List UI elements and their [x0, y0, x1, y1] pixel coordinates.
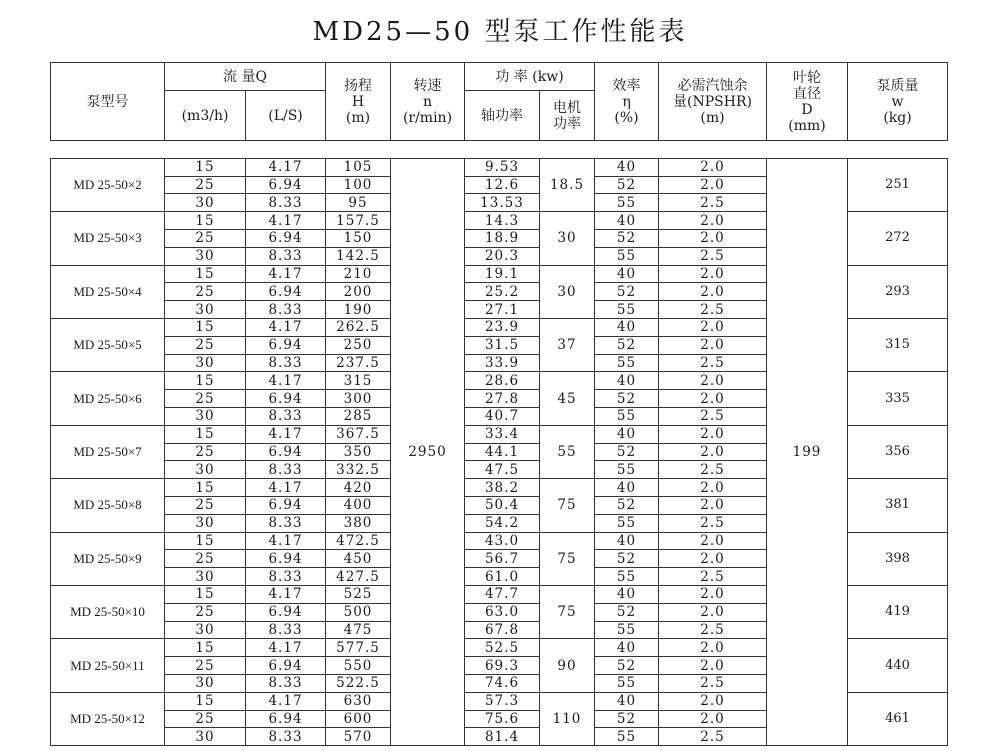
mass-cell: 272 — [848, 212, 948, 265]
npsh-cell: 2.0 — [659, 318, 767, 336]
shaft-power-cell: 67.8 — [465, 621, 540, 639]
shaft-power-cell: 27.1 — [465, 301, 540, 319]
flow-ls-cell: 4.17 — [246, 265, 326, 283]
efficiency-cell: 40 — [595, 212, 659, 230]
head-cell: 300 — [326, 390, 391, 408]
npsh-cell: 2.0 — [659, 158, 767, 176]
efficiency-cell: 52 — [595, 283, 659, 301]
flow-ls-cell: 8.33 — [246, 728, 326, 746]
head-cell: 400 — [326, 496, 391, 514]
head-cell: 285 — [326, 407, 391, 425]
flow-ls-cell: 4.17 — [246, 372, 326, 390]
header-flow-ls: (L/S) — [246, 91, 326, 141]
npsh-cell: 2.5 — [659, 674, 767, 692]
flow-m3h-cell: 25 — [165, 229, 246, 247]
flow-m3h-cell: 30 — [165, 514, 246, 532]
efficiency-cell: 52 — [595, 603, 659, 621]
npsh-cell: 2.5 — [659, 407, 767, 425]
flow-ls-cell: 6.94 — [246, 657, 326, 675]
table-body — [51, 158, 948, 745]
flow-m3h-cell: 15 — [165, 158, 246, 176]
efficiency-cell: 52 — [595, 496, 659, 514]
header-efficiency: 效率 η (%) — [595, 63, 659, 141]
motor-power-cell: 30 — [540, 265, 595, 318]
flow-ls-cell: 4.17 — [246, 532, 326, 550]
table-header — [51, 63, 948, 159]
npsh-cell: 2.5 — [659, 514, 767, 532]
flow-ls-cell: 6.94 — [246, 336, 326, 354]
efficiency-cell: 55 — [595, 621, 659, 639]
shaft-power-cell: 57.3 — [465, 692, 540, 710]
flow-ls-cell: 4.17 — [246, 585, 326, 603]
flow-ls-cell: 8.33 — [246, 247, 326, 265]
flow-ls-cell: 6.94 — [246, 390, 326, 408]
flow-ls-cell: 8.33 — [246, 621, 326, 639]
npsh-cell: 2.0 — [659, 639, 767, 657]
npsh-cell: 2.5 — [659, 728, 767, 746]
efficiency-cell: 40 — [595, 265, 659, 283]
flow-ls-cell: 4.17 — [246, 158, 326, 176]
flow-m3h-cell: 30 — [165, 194, 246, 212]
motor-power-cell: 75 — [540, 532, 595, 585]
flow-m3h-cell: 25 — [165, 550, 246, 568]
mass-cell: 419 — [848, 585, 948, 638]
impeller-cell: 199 — [767, 158, 848, 745]
efficiency-cell: 52 — [595, 550, 659, 568]
efficiency-cell: 40 — [595, 532, 659, 550]
flow-m3h-cell: 30 — [165, 461, 246, 479]
mass-cell: 440 — [848, 639, 948, 692]
flow-ls-cell: 4.17 — [246, 639, 326, 657]
mass-cell: 381 — [848, 479, 948, 532]
npsh-cell: 2.0 — [659, 550, 767, 568]
mass-cell: 293 — [848, 265, 948, 318]
flow-m3h-cell: 25 — [165, 176, 246, 194]
model-cell: MD 25-50×3 — [51, 212, 165, 265]
flow-m3h-cell: 25 — [165, 443, 246, 461]
flow-ls-cell: 4.17 — [246, 479, 326, 497]
shaft-power-cell: 43.0 — [465, 532, 540, 550]
head-cell: 105 — [326, 158, 391, 176]
npsh-cell: 2.0 — [659, 176, 767, 194]
shaft-power-cell: 47.5 — [465, 461, 540, 479]
head-cell: 380 — [326, 514, 391, 532]
flow-m3h-cell: 25 — [165, 336, 246, 354]
shaft-power-cell: 54.2 — [465, 514, 540, 532]
flow-m3h-cell: 15 — [165, 212, 246, 230]
npsh-cell: 2.0 — [659, 336, 767, 354]
efficiency-cell: 52 — [595, 336, 659, 354]
mass-cell: 461 — [848, 692, 948, 745]
shaft-power-cell: 56.7 — [465, 550, 540, 568]
head-cell: 142.5 — [326, 247, 391, 265]
efficiency-cell: 40 — [595, 479, 659, 497]
flow-m3h-cell: 30 — [165, 568, 246, 586]
efficiency-cell: 52 — [595, 390, 659, 408]
flow-ls-cell: 6.94 — [246, 710, 326, 728]
flow-m3h-cell: 15 — [165, 318, 246, 336]
shaft-power-cell: 12.6 — [465, 176, 540, 194]
flow-ls-cell: 8.33 — [246, 354, 326, 372]
header-shaft-power: 轴功率 — [465, 91, 540, 141]
head-cell: 150 — [326, 229, 391, 247]
flow-ls-cell: 4.17 — [246, 425, 326, 443]
flow-ls-cell: 8.33 — [246, 674, 326, 692]
model-cell: MD 25-50×2 — [51, 158, 165, 211]
flow-m3h-cell: 15 — [165, 532, 246, 550]
head-cell: 200 — [326, 283, 391, 301]
flow-ls-cell: 6.94 — [246, 283, 326, 301]
npsh-cell: 2.0 — [659, 657, 767, 675]
header-npsh: 必需汽蚀余 量(NPSHR) (m) — [659, 63, 767, 141]
head-cell: 500 — [326, 603, 391, 621]
efficiency-cell: 55 — [595, 674, 659, 692]
mass-cell: 335 — [848, 372, 948, 425]
head-cell: 350 — [326, 443, 391, 461]
npsh-cell: 2.0 — [659, 372, 767, 390]
npsh-cell: 2.0 — [659, 265, 767, 283]
efficiency-cell: 40 — [595, 585, 659, 603]
flow-ls-cell: 8.33 — [246, 194, 326, 212]
shaft-power-cell: 69.3 — [465, 657, 540, 675]
shaft-power-cell: 25.2 — [465, 283, 540, 301]
head-cell: 630 — [326, 692, 391, 710]
shaft-power-cell: 74.6 — [465, 674, 540, 692]
npsh-cell: 2.0 — [659, 283, 767, 301]
motor-power-cell: 30 — [540, 212, 595, 265]
flow-ls-cell: 4.17 — [246, 692, 326, 710]
npsh-cell: 2.0 — [659, 443, 767, 461]
flow-ls-cell: 8.33 — [246, 407, 326, 425]
motor-power-cell: 110 — [540, 692, 595, 745]
mass-cell: 398 — [848, 532, 948, 585]
mass-cell: 251 — [848, 158, 948, 211]
npsh-cell: 2.5 — [659, 301, 767, 319]
shaft-power-cell: 14.3 — [465, 212, 540, 230]
header-speed: 转速 n (r/min) — [391, 63, 465, 141]
flow-ls-cell: 4.17 — [246, 318, 326, 336]
header-power: 功 率 (kw) — [465, 63, 595, 91]
head-cell: 427.5 — [326, 568, 391, 586]
shaft-power-cell: 20.3 — [465, 247, 540, 265]
flow-m3h-cell: 15 — [165, 372, 246, 390]
flow-m3h-cell: 25 — [165, 710, 246, 728]
head-cell: 367.5 — [326, 425, 391, 443]
flow-m3h-cell: 25 — [165, 496, 246, 514]
flow-m3h-cell: 15 — [165, 425, 246, 443]
shaft-power-cell: 44.1 — [465, 443, 540, 461]
npsh-cell: 2.0 — [659, 390, 767, 408]
flow-ls-cell: 4.17 — [246, 212, 326, 230]
shaft-power-cell: 33.9 — [465, 354, 540, 372]
head-cell: 190 — [326, 301, 391, 319]
npsh-cell: 2.0 — [659, 603, 767, 621]
efficiency-cell: 52 — [595, 657, 659, 675]
model-cell: MD 25-50×11 — [51, 639, 165, 692]
shaft-power-cell: 9.53 — [465, 158, 540, 176]
npsh-cell: 2.5 — [659, 194, 767, 212]
efficiency-cell: 52 — [595, 443, 659, 461]
shaft-power-cell: 40.7 — [465, 407, 540, 425]
efficiency-cell: 55 — [595, 728, 659, 746]
shaft-power-cell: 38.2 — [465, 479, 540, 497]
header-impeller: 叶轮 直径 D (mm) — [767, 63, 848, 141]
header-flow: 流 量Q — [165, 63, 326, 91]
flow-ls-cell: 8.33 — [246, 301, 326, 319]
flow-m3h-cell: 30 — [165, 674, 246, 692]
head-cell: 522.5 — [326, 674, 391, 692]
header-motor-power: 电机 功率 — [540, 91, 595, 141]
head-cell: 315 — [326, 372, 391, 390]
efficiency-cell: 40 — [595, 158, 659, 176]
flow-ls-cell: 6.94 — [246, 496, 326, 514]
motor-power-cell: 18.5 — [540, 158, 595, 211]
flow-m3h-cell: 30 — [165, 728, 246, 746]
npsh-cell: 2.5 — [659, 568, 767, 586]
motor-power-cell: 90 — [540, 639, 595, 692]
head-cell: 250 — [326, 336, 391, 354]
head-cell: 157.5 — [326, 212, 391, 230]
model-cell: MD 25-50×7 — [51, 425, 165, 478]
head-cell: 475 — [326, 621, 391, 639]
header-mass: 泵质量 w (kg) — [848, 63, 948, 141]
npsh-cell: 2.5 — [659, 247, 767, 265]
flow-ls-cell: 6.94 — [246, 229, 326, 247]
flow-m3h-cell: 25 — [165, 603, 246, 621]
flow-ls-cell: 6.94 — [246, 550, 326, 568]
motor-power-cell: 45 — [540, 372, 595, 425]
flow-m3h-cell: 15 — [165, 479, 246, 497]
head-cell: 450 — [326, 550, 391, 568]
npsh-cell: 2.0 — [659, 532, 767, 550]
shaft-power-cell: 18.9 — [465, 229, 540, 247]
flow-ls-cell: 8.33 — [246, 568, 326, 586]
model-cell: MD 25-50×5 — [51, 318, 165, 371]
head-cell: 525 — [326, 585, 391, 603]
performance-table — [50, 62, 948, 746]
shaft-power-cell: 33.4 — [465, 425, 540, 443]
shaft-power-cell: 27.8 — [465, 390, 540, 408]
table-row — [51, 158, 948, 176]
head-cell: 600 — [326, 710, 391, 728]
flow-m3h-cell: 30 — [165, 407, 246, 425]
model-cell: MD 25-50×6 — [51, 372, 165, 425]
efficiency-cell: 55 — [595, 407, 659, 425]
mass-cell: 356 — [848, 425, 948, 478]
flow-m3h-cell: 25 — [165, 657, 246, 675]
model-cell: MD 25-50×8 — [51, 479, 165, 532]
efficiency-cell: 55 — [595, 461, 659, 479]
shaft-power-cell: 81.4 — [465, 728, 540, 746]
npsh-cell: 2.0 — [659, 425, 767, 443]
npsh-cell: 2.0 — [659, 710, 767, 728]
head-cell: 577.5 — [326, 639, 391, 657]
shaft-power-cell: 28.6 — [465, 372, 540, 390]
head-cell: 550 — [326, 657, 391, 675]
npsh-cell: 2.0 — [659, 479, 767, 497]
efficiency-cell: 55 — [595, 568, 659, 586]
page-title: MD25—50 型泵工作性能表 — [312, 17, 688, 47]
shaft-power-cell: 47.7 — [465, 585, 540, 603]
efficiency-cell: 40 — [595, 372, 659, 390]
mass-cell: 315 — [848, 318, 948, 371]
flow-m3h-cell: 25 — [165, 283, 246, 301]
flow-m3h-cell: 30 — [165, 301, 246, 319]
shaft-power-cell: 50.4 — [465, 496, 540, 514]
head-cell: 332.5 — [326, 461, 391, 479]
flow-m3h-cell: 15 — [165, 639, 246, 657]
motor-power-cell: 75 — [540, 585, 595, 638]
npsh-cell: 2.0 — [659, 692, 767, 710]
npsh-cell: 2.0 — [659, 496, 767, 514]
flow-ls-cell: 8.33 — [246, 461, 326, 479]
flow-m3h-cell: 15 — [165, 585, 246, 603]
shaft-power-cell: 61.0 — [465, 568, 540, 586]
head-cell: 95 — [326, 194, 391, 212]
shaft-power-cell: 23.9 — [465, 318, 540, 336]
efficiency-cell: 40 — [595, 692, 659, 710]
motor-power-cell: 55 — [540, 425, 595, 478]
efficiency-cell: 55 — [595, 301, 659, 319]
shaft-power-cell: 31.5 — [465, 336, 540, 354]
head-cell: 210 — [326, 265, 391, 283]
efficiency-cell: 55 — [595, 247, 659, 265]
flow-m3h-cell: 30 — [165, 621, 246, 639]
speed-cell: 2950 — [391, 158, 465, 745]
flow-ls-cell: 6.94 — [246, 176, 326, 194]
efficiency-cell: 40 — [595, 639, 659, 657]
flow-m3h-cell: 25 — [165, 390, 246, 408]
npsh-cell: 2.0 — [659, 585, 767, 603]
efficiency-cell: 52 — [595, 710, 659, 728]
header-flow-m3h: (m3/h) — [165, 91, 246, 141]
model-cell: MD 25-50×12 — [51, 692, 165, 745]
head-cell: 237.5 — [326, 354, 391, 372]
efficiency-cell: 55 — [595, 514, 659, 532]
motor-power-cell: 37 — [540, 318, 595, 371]
header-head: 扬程 H (m) — [326, 63, 391, 141]
shaft-power-cell: 75.6 — [465, 710, 540, 728]
model-cell: MD 25-50×10 — [51, 585, 165, 638]
npsh-cell: 2.0 — [659, 229, 767, 247]
flow-m3h-cell: 15 — [165, 265, 246, 283]
shaft-power-cell: 13.53 — [465, 194, 540, 212]
model-cell: MD 25-50×4 — [51, 265, 165, 318]
npsh-cell: 2.5 — [659, 354, 767, 372]
head-cell: 472.5 — [326, 532, 391, 550]
efficiency-cell: 55 — [595, 194, 659, 212]
efficiency-cell: 55 — [595, 354, 659, 372]
head-cell: 570 — [326, 728, 391, 746]
motor-power-cell: 75 — [540, 479, 595, 532]
flow-m3h-cell: 30 — [165, 354, 246, 372]
flow-ls-cell: 6.94 — [246, 603, 326, 621]
head-cell: 100 — [326, 176, 391, 194]
efficiency-cell: 52 — [595, 176, 659, 194]
head-cell: 262.5 — [326, 318, 391, 336]
shaft-power-cell: 19.1 — [465, 265, 540, 283]
shaft-power-cell: 52.5 — [465, 639, 540, 657]
shaft-power-cell: 63.0 — [465, 603, 540, 621]
model-cell: MD 25-50×9 — [51, 532, 165, 585]
efficiency-cell: 52 — [595, 229, 659, 247]
npsh-cell: 2.0 — [659, 212, 767, 230]
flow-ls-cell: 8.33 — [246, 514, 326, 532]
header-model: 泵型号 — [51, 63, 165, 141]
flow-ls-cell: 6.94 — [246, 443, 326, 461]
npsh-cell: 2.5 — [659, 621, 767, 639]
npsh-cell: 2.5 — [659, 461, 767, 479]
efficiency-cell: 40 — [595, 425, 659, 443]
efficiency-cell: 40 — [595, 318, 659, 336]
flow-m3h-cell: 30 — [165, 247, 246, 265]
head-cell: 420 — [326, 479, 391, 497]
flow-m3h-cell: 15 — [165, 692, 246, 710]
